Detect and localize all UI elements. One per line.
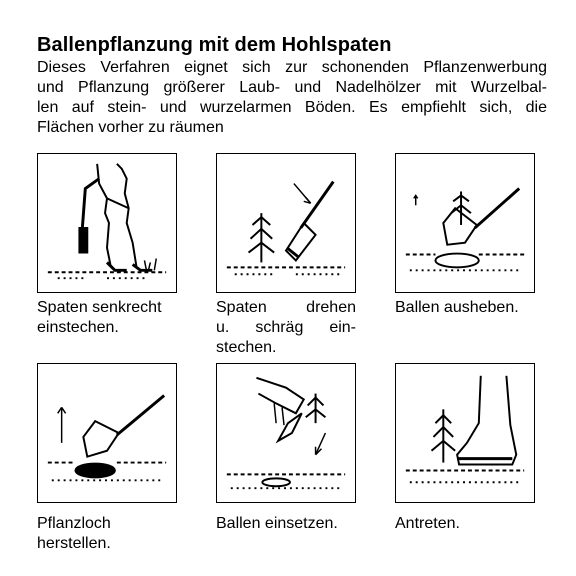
person-digging-spade-vertical-illustration (37, 153, 177, 293)
intro-line: len auf stein- und wurzelarmen Böden. Es empfiehlt sich, die (37, 99, 547, 116)
caption-line: u. schräg ein- (216, 319, 356, 336)
intro-line: Flächen vorher zu räumen (37, 119, 224, 136)
step-3-caption (395, 298, 545, 318)
caption-line: Antreten. (395, 515, 460, 532)
caption-line: herstellen. (37, 535, 111, 552)
step-6-caption (395, 514, 535, 534)
caption-line: Pflanzloch (37, 515, 111, 532)
lifting-root-ball-illustration (395, 153, 535, 293)
inserting-root-ball-illustration (216, 363, 356, 503)
intro-paragraph (37, 58, 547, 138)
caption-line: Ballen ausheben. (395, 299, 519, 316)
step-4-caption (37, 514, 179, 554)
stepping-soil-firm-illustration (395, 363, 535, 503)
caption-line: stechen. (216, 339, 277, 356)
caption-line: einstechen. (37, 319, 119, 336)
caption-line: Ballen einsetzen. (216, 515, 338, 532)
intro-line: Dieses Verfahren eignet sich zur schonenden Pflanzenwerbung (37, 59, 547, 76)
intro-line: und Pflanzung größerer Laub- und Nadelhölzer mit Wurzelbal- (37, 79, 547, 96)
making-planting-hole-illustration (37, 363, 177, 503)
step-5-caption (216, 514, 376, 534)
caption-line: Spaten senkrecht (37, 299, 162, 316)
spade-turning-angled-illustration (216, 153, 356, 293)
step-2-caption (216, 298, 356, 358)
caption-line: Spaten drehen (216, 299, 356, 316)
step-1-caption (37, 298, 179, 338)
page-title: Ballenpflanzung mit dem Hohlspaten (37, 34, 392, 56)
